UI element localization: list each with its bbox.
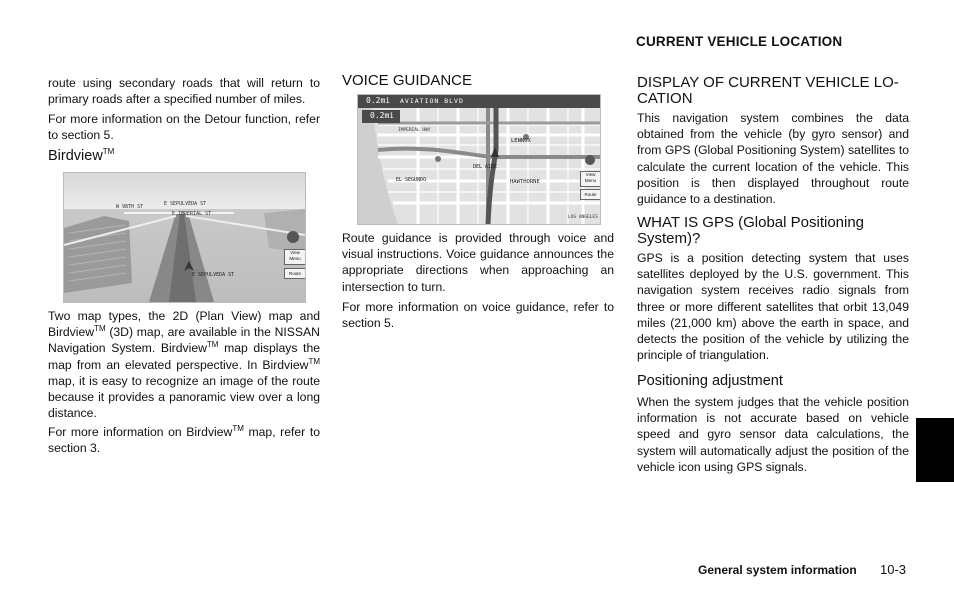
voice-guidance-reference: For more information on voice guidance, refer to section 5. bbox=[342, 300, 614, 331]
what-is-gps-paragraph: GPS is a position detecting system that uses satellites deployed by the U.S. government. This navigation system receives radio signals from three or more different satellites that orbit 13,049 miles (21,000 km) above the earth in space, and detects the position of the vehicle by utilizing the principle of triangulation. bbox=[637, 251, 909, 363]
street-label: E IMPERIAL ST bbox=[172, 211, 212, 217]
birdview-map-image bbox=[63, 172, 306, 303]
route-button[interactable]: Route bbox=[580, 189, 601, 200]
what-is-gps-heading: WHAT IS GPS (Global Positioning System)? bbox=[637, 214, 865, 247]
birdview-reference: For more information on Birdview™ map, refer to section 3. bbox=[48, 423, 320, 456]
map-label: LOS ANGELES bbox=[568, 215, 598, 220]
section-header: CURRENT VEHICLE LOCATION bbox=[636, 34, 843, 49]
street-label: E SEPULVEDA ST bbox=[164, 201, 207, 207]
map-label: HAWTHORNE bbox=[510, 179, 540, 185]
voice-guidance-paragraph: Route guidance is provided through voice and visual instructions. Voice guidance announces the appropriate directions when approaching an intersection to turn. bbox=[342, 231, 614, 294]
map-types-paragraph: Two map types, the 2D (Plan View) map and Birdview™ (3D) map, are available in the NISSAN Navigation System. Birdview™ map displays the map from an elevated perspective. In Birdview™ map, it is easy to recognize an image of the route because it provides a panoramic view over a long distance. bbox=[48, 309, 321, 421]
map-label: LENNOX bbox=[511, 138, 531, 144]
positioning-adjustment-heading: Positioning adjustment bbox=[637, 373, 783, 389]
street-label: E SEPULVEDA ST bbox=[192, 272, 235, 278]
positioning-adjustment-paragraph: When the system judges that the vehicle position information is not accurate based on vehicle speed and gyro sensor data calculations, the system will automatically adjust the position of the vehicle icon using GPS signals. bbox=[637, 395, 909, 474]
detour-reference: For more information on the Detour function, refer to section 5. bbox=[48, 112, 320, 143]
street-name-bar: AVIATION BLVD bbox=[400, 97, 464, 105]
distance-readout: 0.2mi bbox=[370, 111, 395, 120]
street-label: W 98TH ST bbox=[116, 204, 144, 210]
footer-chapter-title: General system information bbox=[698, 563, 857, 577]
display-location-paragraph: This navigation system combines the data obtained from the vehicle (by gyro sensor) and from GPS (Global Positioning System) satellites to calculate the current location of the vehicle. This position is then displayed throughout route guidance to a destination. bbox=[637, 111, 909, 207]
map-label: IMPERIAL HWY bbox=[398, 128, 431, 133]
section-thumb-tab bbox=[916, 418, 954, 482]
map-label: DEL AIRE bbox=[473, 164, 498, 170]
distance-readout: 0.2mi bbox=[366, 96, 391, 105]
view-menu-button[interactable]: View Menu bbox=[284, 249, 306, 265]
detour-paragraph: route using secondary roads that will return to primary roads after a specified number of miles. bbox=[48, 76, 320, 107]
page-number: 10-3 bbox=[880, 562, 907, 577]
route-button[interactable]: Route bbox=[284, 268, 306, 279]
voice-guidance-heading: VOICE GUIDANCE bbox=[342, 72, 473, 89]
voice-guidance-map-image bbox=[357, 94, 601, 225]
display-location-heading: DISPLAY OF CURRENT VEHICLE LO-CATION bbox=[637, 74, 899, 107]
birdview-heading: Birdview™ bbox=[48, 147, 115, 164]
map-label: EL SEGUNDO bbox=[396, 177, 427, 183]
view-menu-button[interactable]: View Menu bbox=[580, 171, 601, 187]
